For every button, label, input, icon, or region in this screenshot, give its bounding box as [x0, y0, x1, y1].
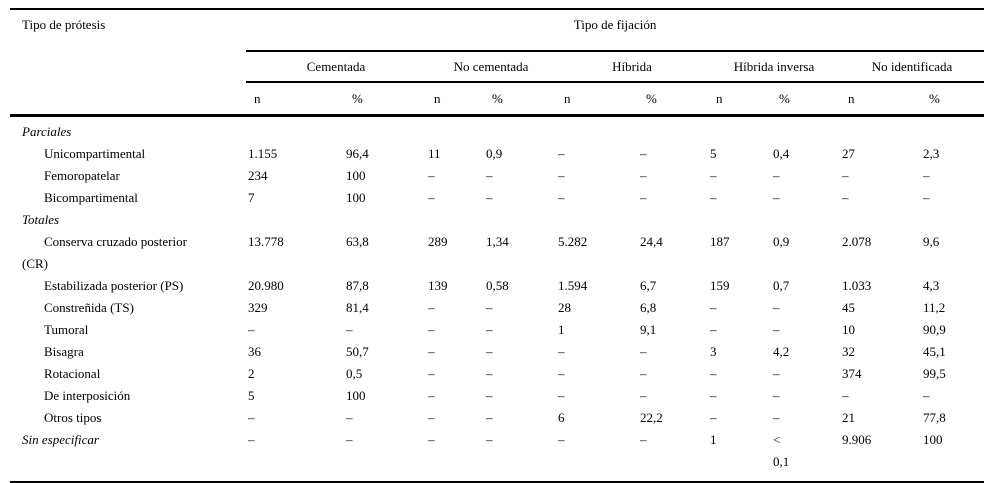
cell-value: –: [640, 432, 647, 447]
cell-value: –: [346, 410, 353, 425]
table-row: [10, 209, 984, 231]
row-label: Sin especificar: [22, 432, 99, 447]
cell-value: 100: [346, 168, 366, 183]
subheader-pct: %: [638, 82, 708, 116]
cell-value: –: [428, 168, 435, 183]
cell-value: 28: [558, 300, 571, 315]
subheader-n: n: [556, 82, 638, 116]
cell-value: –: [773, 322, 780, 337]
cell-value: –: [640, 344, 647, 359]
row-label: Rotacional: [44, 366, 101, 381]
cell-value: –: [710, 168, 717, 183]
cell-value: 100: [346, 190, 366, 205]
table-row: [10, 116, 984, 144]
cell-value: 1.155: [248, 146, 278, 161]
row-label: Bisagra: [44, 344, 84, 359]
subheader-pct: %: [771, 82, 840, 116]
cell-value: –: [558, 146, 565, 161]
cell-value: 1: [558, 322, 565, 337]
row-label: Femoropatelar: [44, 168, 120, 183]
cell-value: 289: [428, 234, 448, 249]
cell-value: 0,5: [346, 366, 363, 381]
cell-value: –: [486, 322, 493, 337]
cell-value: –: [773, 300, 780, 315]
cell-value: –: [346, 322, 353, 337]
row-label: Parciales: [22, 124, 72, 139]
cell-value: 234: [248, 168, 268, 183]
row-label: Bicompartimental: [44, 190, 138, 205]
fixation-table: [10, 8, 984, 483]
cell-value: [484, 209, 556, 231]
table-row: [10, 407, 984, 429]
cell-value: 6,8: [640, 300, 657, 315]
cell-value: –: [842, 190, 849, 205]
cell-value: 11: [428, 146, 441, 161]
cell-value: –: [558, 190, 565, 205]
cell-value: 45: [842, 300, 855, 315]
table-row: [10, 429, 984, 482]
group-header: Híbrida inversa: [708, 51, 840, 82]
cell-value: –: [486, 300, 493, 315]
cell-value: –: [773, 168, 780, 183]
cell-value: 3: [710, 344, 717, 359]
cell-value: 63,8: [346, 234, 369, 249]
cell-value: 2.078: [842, 234, 872, 249]
table-row: [10, 143, 984, 165]
table-row: [10, 341, 984, 363]
cell-value: 81,4: [346, 300, 369, 315]
cell-value: –: [428, 366, 435, 381]
cell-value: –: [773, 190, 780, 205]
row-label: Totales: [22, 212, 60, 227]
cell-value: 2: [248, 366, 255, 381]
cell-value: 9,1: [640, 322, 657, 337]
cell-value: –: [428, 344, 435, 359]
row-header-title: Tipo de prótesis: [10, 9, 246, 116]
row-label: Otros tipos: [44, 410, 102, 425]
cell-value: –: [486, 168, 493, 183]
cell-value: –: [428, 388, 435, 403]
cell-value: –: [640, 388, 647, 403]
cell-value: –: [710, 388, 717, 403]
subheader-n: n: [840, 82, 921, 116]
group-header: No identificada: [840, 51, 984, 82]
cell-value: –: [773, 410, 780, 425]
cell-value: 374: [842, 366, 862, 381]
cell-value: –: [640, 146, 647, 161]
cell-value: 139: [428, 278, 448, 293]
cell-value: 0,58: [486, 278, 509, 293]
cell-value: –: [640, 168, 647, 183]
cell-value: –: [710, 190, 717, 205]
table-row: [10, 187, 984, 209]
cell-value: –: [640, 366, 647, 381]
cell-value: 159: [710, 278, 730, 293]
col-header-title: Tipo de fijación: [246, 9, 984, 51]
cell-value: –: [248, 432, 255, 447]
cell-value: [426, 116, 484, 144]
cell-value: 5: [710, 146, 717, 161]
cell-value: [771, 116, 840, 144]
cell-value: 4,3: [923, 278, 940, 293]
cell-value: 11,2: [923, 300, 946, 315]
cell-value: 50,7: [346, 344, 369, 359]
cell-value: 5: [248, 388, 255, 403]
cell-value: 9,6: [923, 234, 940, 249]
title-header-row: [10, 9, 984, 51]
cell-value: 100: [923, 432, 943, 447]
cell-value: –: [486, 432, 493, 447]
row-label: Conserva cruzado posterior (CR): [22, 234, 187, 271]
cell-value: –: [558, 366, 565, 381]
cell-value: –: [710, 300, 717, 315]
cell-value: 21: [842, 410, 855, 425]
cell-value: –: [248, 410, 255, 425]
cell-value: 24,4: [640, 234, 663, 249]
row-label: Estabilizada posterior (PS): [44, 278, 184, 293]
cell-value: 4,2: [773, 344, 790, 359]
cell-value: 0,9: [773, 234, 790, 249]
table-row: [10, 231, 984, 275]
cell-value: [708, 209, 771, 231]
table-row: [10, 275, 984, 297]
cell-value: –: [710, 322, 717, 337]
cell-value: –: [486, 388, 493, 403]
group-header: Cementada: [246, 51, 426, 82]
cell-value: [921, 209, 984, 231]
cell-value: –: [558, 388, 565, 403]
cell-value: –: [710, 366, 717, 381]
cell-value: 36: [248, 344, 261, 359]
cell-value: [556, 116, 638, 144]
cell-value: [638, 209, 708, 231]
cell-value: 99,5: [923, 366, 946, 381]
subheader-n: n: [246, 82, 344, 116]
row-label: Tumoral: [44, 322, 89, 337]
cell-value: 9.906: [842, 432, 872, 447]
table-row: [10, 297, 984, 319]
cell-value: –: [486, 190, 493, 205]
cell-value: [556, 209, 638, 231]
cell-value: [344, 209, 426, 231]
cell-value: 5.282: [558, 234, 588, 249]
cell-value: –: [428, 300, 435, 315]
cell-value: 1,34: [486, 234, 509, 249]
cell-value: [708, 116, 771, 144]
table-row: [10, 319, 984, 341]
cell-value: 187: [710, 234, 730, 249]
cell-value: –: [486, 344, 493, 359]
subheader-n: n: [708, 82, 771, 116]
table-row: [10, 363, 984, 385]
cell-value: 329: [248, 300, 268, 315]
cell-value: –: [923, 388, 930, 403]
cell-value: 87,8: [346, 278, 369, 293]
cell-value: 1.033: [842, 278, 872, 293]
cell-value: 10: [842, 322, 855, 337]
cell-value: 1.594: [558, 278, 588, 293]
cell-value: –: [248, 322, 255, 337]
cell-value: –: [773, 366, 780, 381]
cell-value: –: [558, 344, 565, 359]
cell-value: –: [923, 190, 930, 205]
cell-value: –: [558, 168, 565, 183]
cell-value: –: [842, 388, 849, 403]
cell-value: 1: [710, 432, 717, 447]
group-header: Híbrida: [556, 51, 708, 82]
cell-value: 96,4: [346, 146, 369, 161]
cell-value: –: [428, 190, 435, 205]
cell-value: 32: [842, 344, 855, 359]
cell-value: [921, 116, 984, 144]
row-label: De interposición: [44, 388, 131, 403]
cell-value: [840, 209, 921, 231]
cell-value: 0,7: [773, 278, 790, 293]
cell-value: –: [428, 432, 435, 447]
cell-value: 100: [346, 388, 366, 403]
cell-value: [344, 116, 426, 144]
cell-value: –: [486, 366, 493, 381]
cell-value: [484, 116, 556, 144]
cell-value: 0,4: [773, 146, 790, 161]
cell-value: 45,1: [923, 344, 946, 359]
cell-value: –: [428, 410, 435, 425]
cell-value: [771, 209, 840, 231]
group-header: No cementada: [426, 51, 556, 82]
subheader-pct: %: [921, 82, 984, 116]
cell-value: 6,7: [640, 278, 657, 293]
cell-value: [246, 116, 344, 144]
cell-value: 2,3: [923, 146, 940, 161]
cell-value: 20.980: [248, 278, 284, 293]
cell-value: 0,9: [486, 146, 503, 161]
cell-value: [426, 209, 484, 231]
subheader-pct: %: [484, 82, 556, 116]
cell-value: [638, 116, 708, 144]
cell-value: –: [428, 322, 435, 337]
cell-value: 13.778: [248, 234, 284, 249]
cell-value: –: [346, 432, 353, 447]
cell-value: [840, 116, 921, 144]
subheader-pct: %: [344, 82, 426, 116]
row-label: Unicompartimental: [44, 146, 146, 161]
cell-value: 77,8: [923, 410, 946, 425]
cell-value: –: [486, 410, 493, 425]
cell-value: –: [773, 388, 780, 403]
cell-value: –: [558, 432, 565, 447]
cell-value: –: [923, 168, 930, 183]
cell-value: < 0,1: [773, 432, 790, 469]
cell-value: 90,9: [923, 322, 946, 337]
cell-value: –: [842, 168, 849, 183]
cell-value: 7: [248, 190, 255, 205]
cell-value: 27: [842, 146, 855, 161]
table-body: [10, 116, 984, 483]
cell-value: –: [640, 190, 647, 205]
cell-value: 6: [558, 410, 565, 425]
table-row: [10, 385, 984, 407]
cell-value: –: [710, 410, 717, 425]
row-label: Constreñida (TS): [44, 300, 134, 315]
cell-value: 22,2: [640, 410, 663, 425]
cell-value: [246, 209, 344, 231]
table-row: [10, 165, 984, 187]
subheader-n: n: [426, 82, 484, 116]
